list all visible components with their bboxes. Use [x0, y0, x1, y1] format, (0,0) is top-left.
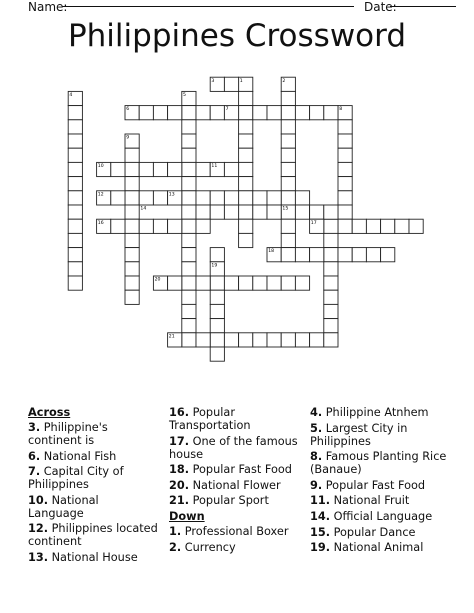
page-title: Philippines Crossword	[67, 18, 407, 54]
grid-cell[interactable]	[224, 333, 238, 347]
grid-cell[interactable]	[182, 106, 196, 120]
grid-cell[interactable]	[239, 219, 253, 233]
grid-cell[interactable]	[381, 219, 395, 233]
clue-item	[310, 422, 450, 448]
clue-text: Currency	[184, 540, 236, 554]
grid-cell[interactable]	[168, 276, 182, 290]
grid-cell[interactable]	[68, 134, 82, 148]
grid-cell[interactable]	[210, 347, 224, 361]
grid-cell[interactable]	[125, 191, 139, 205]
grid-cell[interactable]	[182, 134, 196, 148]
grid-cell[interactable]	[324, 205, 338, 219]
grid-cell[interactable]	[310, 248, 324, 262]
grid-cell[interactable]	[125, 233, 139, 247]
grid-cell[interactable]	[239, 106, 253, 120]
clue-text: National Language	[28, 493, 99, 520]
grid-cell[interactable]	[182, 120, 196, 134]
clue-item	[310, 510, 450, 523]
clue-text: Popular Dance	[333, 525, 416, 539]
clue-text: National Fruit	[333, 494, 410, 508]
grid-cell[interactable]	[153, 219, 167, 233]
cell-number: 12	[97, 192, 104, 198]
clue-number: 21.	[169, 494, 190, 508]
grid-cell[interactable]	[239, 205, 253, 219]
grid-cell[interactable]	[196, 205, 210, 219]
grid-cell[interactable]	[125, 290, 139, 304]
grid-cell[interactable]	[182, 276, 196, 290]
clue-item	[28, 522, 158, 548]
clue-text: Popular Sport	[192, 494, 269, 508]
clue-text: One of the famous house	[169, 434, 298, 461]
grid-cell[interactable]	[182, 248, 196, 262]
grid-cell[interactable]	[139, 162, 153, 176]
grid-cell[interactable]	[68, 148, 82, 162]
grid-cell[interactable]	[366, 248, 380, 262]
clue-number: 9.	[310, 478, 323, 492]
clue-number: 15.	[310, 525, 331, 539]
cell-number: 9	[126, 135, 130, 141]
grid-cell[interactable]	[281, 333, 295, 347]
grid-cell[interactable]	[381, 248, 395, 262]
cell-number: 19	[211, 263, 218, 269]
grid-cell[interactable]	[295, 248, 309, 262]
clue-text: National Flower	[192, 478, 281, 492]
clue-number: 14.	[310, 509, 331, 523]
grid-cell[interactable]	[295, 205, 309, 219]
grid-cell[interactable]	[338, 134, 352, 148]
grid-cell[interactable]	[324, 290, 338, 304]
clues-column-3	[310, 406, 450, 557]
cell-number: 16	[97, 220, 104, 226]
grid-cell[interactable]	[352, 219, 366, 233]
grid-cell[interactable]	[324, 219, 338, 233]
grid-cell[interactable]	[281, 106, 295, 120]
grid-cell[interactable]	[68, 233, 82, 247]
grid-cell[interactable]	[395, 219, 409, 233]
grid-cell[interactable]	[239, 233, 253, 247]
cell-number: 5	[183, 93, 186, 98]
cell-number: 11	[211, 164, 218, 169]
grid-cell[interactable]	[281, 177, 295, 191]
grid-cell[interactable]	[281, 233, 295, 247]
grid-cell[interactable]	[210, 319, 224, 333]
clue-number: 11.	[310, 494, 331, 508]
clue-text: Professional Boxer	[184, 524, 289, 538]
grid-cell[interactable]	[168, 162, 182, 176]
clue-number: 17.	[169, 434, 190, 448]
grid-cell[interactable]	[182, 319, 196, 333]
grid-cell[interactable]	[182, 205, 196, 219]
cell-number: 15	[282, 206, 289, 212]
grid-cell[interactable]	[210, 276, 224, 290]
clue-text: Largest City in Philippines	[310, 421, 408, 448]
grid-cell[interactable]	[281, 276, 295, 290]
grid-cell[interactable]	[210, 290, 224, 304]
clue-text: Philippines located continent	[28, 522, 158, 549]
grid-cell[interactable]	[139, 219, 153, 233]
clue-item	[169, 541, 299, 554]
clues-column-2	[169, 406, 299, 556]
grid-cell[interactable]	[295, 191, 309, 205]
clue-item	[28, 551, 158, 564]
grid-cell[interactable]	[224, 162, 238, 176]
grid-cell[interactable]	[239, 91, 253, 105]
cell-number: 6	[126, 107, 130, 113]
clue-text: National Animal	[333, 541, 424, 555]
grid-cell[interactable]	[196, 276, 210, 290]
clue-item	[28, 494, 158, 520]
clue-item	[310, 479, 450, 492]
grid-cell[interactable]	[182, 177, 196, 191]
grid-cell[interactable]	[68, 219, 82, 233]
grid-cell[interactable]	[239, 148, 253, 162]
grid-cell[interactable]	[324, 233, 338, 247]
grid-cell[interactable]	[125, 148, 139, 162]
cell-number: 21	[168, 334, 175, 340]
grid-cell[interactable]	[253, 191, 267, 205]
clue-text: National Fish	[43, 449, 117, 463]
grid-cell[interactable]	[267, 191, 281, 205]
grid-cell[interactable]	[153, 162, 167, 176]
cell-number: 18	[268, 249, 275, 255]
clue-number: 1.	[169, 524, 182, 538]
grid-cell[interactable]	[281, 91, 295, 105]
clue-text: Philippine Atnhem	[325, 406, 429, 419]
grid-cell[interactable]	[224, 276, 238, 290]
clue-text: Capital City of Philippines	[28, 465, 124, 492]
grid-cell[interactable]	[182, 162, 196, 176]
grid-cell[interactable]	[409, 219, 423, 233]
clue-item	[310, 450, 450, 476]
grid-cell[interactable]	[68, 162, 82, 176]
clue-number: 7.	[28, 465, 41, 479]
grid-cell[interactable]	[281, 134, 295, 148]
cell-number: 13	[168, 192, 175, 198]
grid-cell[interactable]	[253, 106, 267, 120]
grid-cell[interactable]	[125, 219, 139, 233]
grid-cell[interactable]	[68, 177, 82, 191]
grid-cell[interactable]	[125, 177, 139, 191]
grid-cell[interactable]	[139, 191, 153, 205]
grid-cell[interactable]	[210, 205, 224, 219]
grid-cell[interactable]	[338, 162, 352, 176]
clue-text: Philippine's continent is	[28, 421, 108, 447]
grid-cell[interactable]	[125, 162, 139, 176]
clue-text: National House	[51, 550, 138, 564]
grid-cell[interactable]	[125, 262, 139, 276]
down-heading: Down	[169, 509, 205, 523]
cell-number: 1	[239, 78, 243, 84]
grid-cell[interactable]	[111, 162, 125, 176]
grid-cell[interactable]	[338, 177, 352, 191]
grid-cell[interactable]	[338, 148, 352, 162]
grid-cell[interactable]	[125, 276, 139, 290]
grid-cell[interactable]	[338, 205, 352, 219]
grid-cell[interactable]	[224, 77, 238, 91]
cell-number: 2	[282, 78, 286, 84]
cell-number: 10	[97, 164, 104, 169]
grid-cell[interactable]	[153, 191, 167, 205]
grid-cell[interactable]	[338, 219, 352, 233]
clue-number: 18.	[169, 463, 190, 477]
cell-number: 3	[211, 78, 215, 84]
grid-cell[interactable]	[196, 162, 210, 176]
grid-cell[interactable]	[182, 219, 196, 233]
grid-cell[interactable]	[182, 333, 196, 347]
grid-cell[interactable]	[68, 191, 82, 205]
grid-cell[interactable]	[281, 162, 295, 176]
grid-cell[interactable]	[352, 248, 366, 262]
grid-cell[interactable]	[182, 304, 196, 318]
grid-cell[interactable]	[324, 319, 338, 333]
grid-cell[interactable]	[182, 148, 196, 162]
grid-cell[interactable]	[210, 304, 224, 318]
across-heading: Across	[28, 406, 71, 419]
grid-cell[interactable]	[224, 205, 238, 219]
date-label: Date:	[364, 0, 397, 14]
grid-cell[interactable]	[168, 219, 182, 233]
grid-cell[interactable]	[281, 148, 295, 162]
clue-text: Popular Transportation	[169, 406, 251, 432]
clues-column-1	[28, 406, 158, 567]
grid-cell[interactable]	[68, 248, 82, 262]
grid-cell[interactable]	[324, 248, 338, 262]
grid-cell[interactable]	[196, 106, 210, 120]
clue-number: 8.	[310, 450, 323, 464]
clue-item	[28, 465, 158, 491]
grid-cell[interactable]	[196, 219, 210, 233]
grid-cell[interactable]	[111, 191, 125, 205]
grid-cell[interactable]	[111, 219, 125, 233]
clue-item	[310, 526, 450, 539]
clue-text: Popular Fast Food	[192, 463, 292, 477]
grid-cell[interactable]	[239, 177, 253, 191]
grid-cell[interactable]	[267, 205, 281, 219]
grid-cell[interactable]	[239, 134, 253, 148]
grid-cell[interactable]	[310, 106, 324, 120]
clue-item	[169, 406, 299, 432]
grid-cell[interactable]	[196, 191, 210, 205]
grid-cell[interactable]	[324, 262, 338, 276]
grid-cell[interactable]	[210, 191, 224, 205]
grid-cell[interactable]	[125, 205, 139, 219]
grid-cell[interactable]	[168, 106, 182, 120]
grid-cell[interactable]	[281, 248, 295, 262]
grid-cell[interactable]	[310, 205, 324, 219]
grid-cell[interactable]	[366, 219, 380, 233]
grid-cell[interactable]	[239, 276, 253, 290]
grid-cell[interactable]	[68, 106, 82, 120]
grid-cell[interactable]	[182, 290, 196, 304]
grid-cell[interactable]	[139, 106, 153, 120]
clue-number: 13.	[28, 550, 49, 564]
clue-number: 3.	[28, 421, 41, 434]
grid-cell[interactable]	[239, 120, 253, 134]
grid-cell[interactable]	[295, 106, 309, 120]
clue-item	[169, 435, 299, 461]
grid-cell[interactable]	[68, 205, 82, 219]
grid-cell[interactable]	[253, 205, 267, 219]
grid-cell[interactable]	[338, 120, 352, 134]
cell-number: 4	[69, 93, 73, 98]
cell-number: 7	[225, 107, 229, 113]
clue-number: 5.	[310, 421, 323, 435]
clue-number: 6.	[28, 449, 41, 463]
grid-cell[interactable]	[324, 276, 338, 290]
grid-cell[interactable]	[267, 276, 281, 290]
grid-cell[interactable]	[182, 191, 196, 205]
grid-cell[interactable]	[253, 333, 267, 347]
grid-cell[interactable]	[324, 333, 338, 347]
grid-cell[interactable]	[210, 248, 224, 262]
grid-cell[interactable]	[239, 162, 253, 176]
grid-cell[interactable]	[182, 262, 196, 276]
clue-number: 19.	[310, 541, 331, 555]
cell-number: 17	[310, 220, 317, 226]
clue-item	[310, 541, 450, 554]
clue-number: 2.	[169, 540, 182, 554]
grid-cell[interactable]	[224, 191, 238, 205]
grid-cell[interactable]	[68, 120, 82, 134]
grid-cell[interactable]	[68, 262, 82, 276]
clue-item	[28, 421, 158, 447]
grid-cell[interactable]	[295, 333, 309, 347]
clue-item	[310, 494, 450, 507]
clue-item	[169, 494, 299, 507]
grid-cell[interactable]	[153, 106, 167, 120]
grid-cell[interactable]	[281, 120, 295, 134]
grid-cell[interactable]	[68, 276, 82, 290]
clue-item	[310, 406, 450, 419]
grid-cell[interactable]	[182, 233, 196, 247]
clue-text: Official Language	[333, 509, 433, 523]
cell-number: 14	[140, 206, 147, 212]
cell-number: 20	[154, 277, 161, 283]
grid-cell[interactable]	[239, 191, 253, 205]
grid-cell[interactable]	[281, 219, 295, 233]
clue-text: Popular Fast Food	[325, 478, 426, 492]
clue-number: 12.	[28, 522, 49, 536]
grid-cell[interactable]	[310, 333, 324, 347]
grid-cell[interactable]	[281, 191, 295, 205]
clue-item	[28, 450, 158, 463]
grid-cell[interactable]	[338, 191, 352, 205]
grid-cell[interactable]	[125, 248, 139, 262]
clue-text: Famous Planting Rice (Banaue)	[310, 450, 447, 477]
clue-number: 10.	[28, 493, 49, 507]
clue-item	[169, 479, 299, 492]
grid-cell[interactable]	[338, 248, 352, 262]
clue-item	[169, 525, 299, 538]
clue-number: 20.	[169, 478, 190, 492]
grid-cell[interactable]	[239, 333, 253, 347]
grid-cell[interactable]	[196, 333, 210, 347]
cell-number: 8	[339, 107, 343, 113]
clue-number: 16.	[169, 406, 190, 419]
grid-cell[interactable]	[267, 106, 281, 120]
grid-cell[interactable]	[324, 304, 338, 318]
grid-cell[interactable]	[295, 276, 309, 290]
clue-number: 4.	[310, 406, 323, 419]
grid-cell[interactable]	[267, 333, 281, 347]
clue-item	[169, 463, 299, 476]
grid-cell[interactable]	[324, 106, 338, 120]
grid-cell[interactable]	[210, 106, 224, 120]
grid-cell[interactable]	[210, 333, 224, 347]
name-label: Name:	[28, 0, 68, 14]
grid-cell[interactable]	[253, 276, 267, 290]
